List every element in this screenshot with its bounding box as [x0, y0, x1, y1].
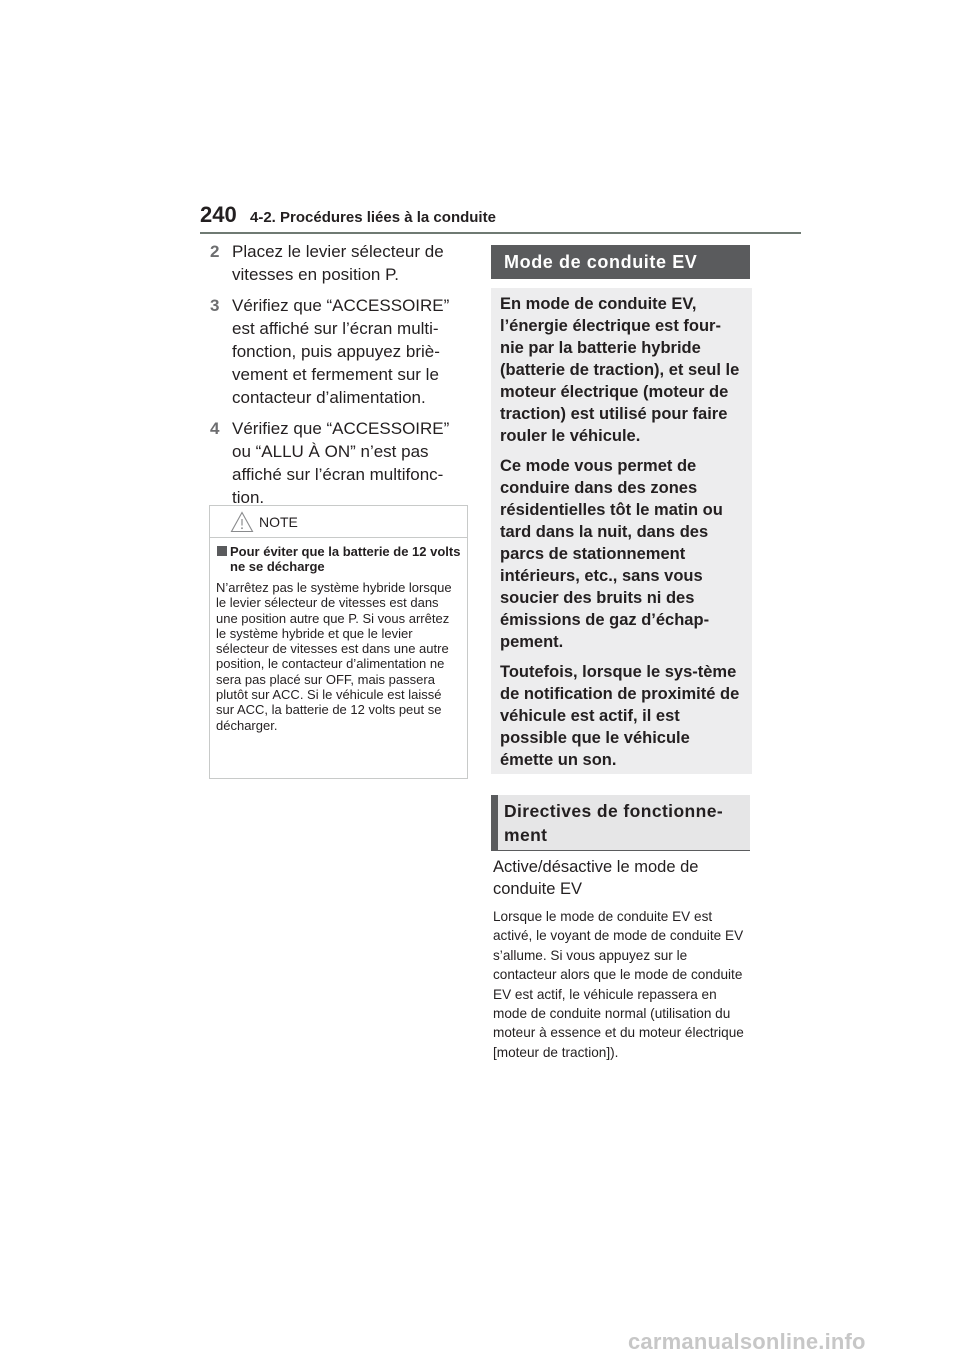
note-subhead-text: Pour éviter que la batterie de 12 volts ne se décharge: [230, 544, 461, 574]
steps-list: [210, 240, 472, 517]
directives-text: Lorsque le mode de conduite EV est activé, le voyant de mode de conduite EV s’allume. Si vous appuyez sur le contacteur alors que le mode de conduite EV est actif, le véhicule repassera en mode de conduite normal (utilisation du moteur à essence et du moteur électrique [moteur de traction]).: [493, 909, 744, 1060]
note-label: NOTE: [259, 514, 298, 530]
note-header: [210, 506, 467, 538]
ev-mode-heading: Mode de conduite EV: [491, 245, 750, 279]
directives-lead: Active/désactive le mode de conduite EV: [493, 858, 699, 898]
step-item: [210, 417, 472, 509]
ev-mode-panel: [491, 288, 752, 774]
footer-watermark: carmanualsonline.info: [628, 1329, 866, 1354]
step-number: 2: [210, 242, 220, 261]
section-title: 4-2. Procédures liées à la conduite: [250, 209, 496, 226]
step-item: [210, 240, 472, 286]
note-box: [209, 505, 468, 779]
note-text: N’arrêtez pas le système hybride lorsque le levier sélecteur de vitesses est dans une position autre que P. Si vous arrêtez le système hybride et que le levier sélecteur de vitesses est dans une autre position, le contacteur d’alimentation ne sera pas placé sur OFF, mais passera plutôt sur ACC. Si le véhicule est laissé sur ACC, la batterie de 12 volts peut se décharger.: [216, 580, 452, 733]
header-rule: [200, 232, 801, 234]
ev-paragraph: Ce mode vous permet de conduire dans des zones résidentielles tôt le matin ou tard dans la nuit, dans des parcs de stationnement intérieurs, etc., sans vous soucier des bruits ni des émissions de gaz d’échap-pement.: [500, 457, 723, 651]
warning-triangle-icon: [230, 511, 254, 533]
step-number: 4: [210, 419, 220, 438]
square-bullet-icon: [217, 546, 227, 556]
note-subhead: [216, 544, 461, 574]
note-body: [210, 538, 467, 733]
ev-paragraph: En mode de conduite EV, l’énergie électrique est four-nie par la batterie hybride (batterie de traction), et seul le moteur électrique (moteur de traction) est utilisé pour faire rouler le véhicule.: [500, 295, 740, 445]
page-number: 240: [200, 202, 237, 227]
step-item: [210, 294, 472, 409]
step-text: Vérifiez que “ACCESSOIRE” est affiché sur l’écran multi-fonction, puis appuyez briè-vement et fermement sur le contacteur d’alimentation.: [232, 296, 450, 407]
step-number: 3: [210, 296, 220, 315]
directives-heading: Directives de fonctionne-ment: [491, 795, 750, 851]
ev-paragraph: Toutefois, lorsque le sys-tème de notification de proximité de véhicule est actif, il est possible que le véhicule émette un son.: [500, 663, 740, 769]
step-text: Vérifiez que “ACCESSOIRE” ou “ALLU À ON” n’est pas affiché sur l’écran multifonc-tion.: [232, 419, 450, 507]
step-text: Placez le levier sélecteur de vitesses en position P.: [232, 242, 444, 284]
